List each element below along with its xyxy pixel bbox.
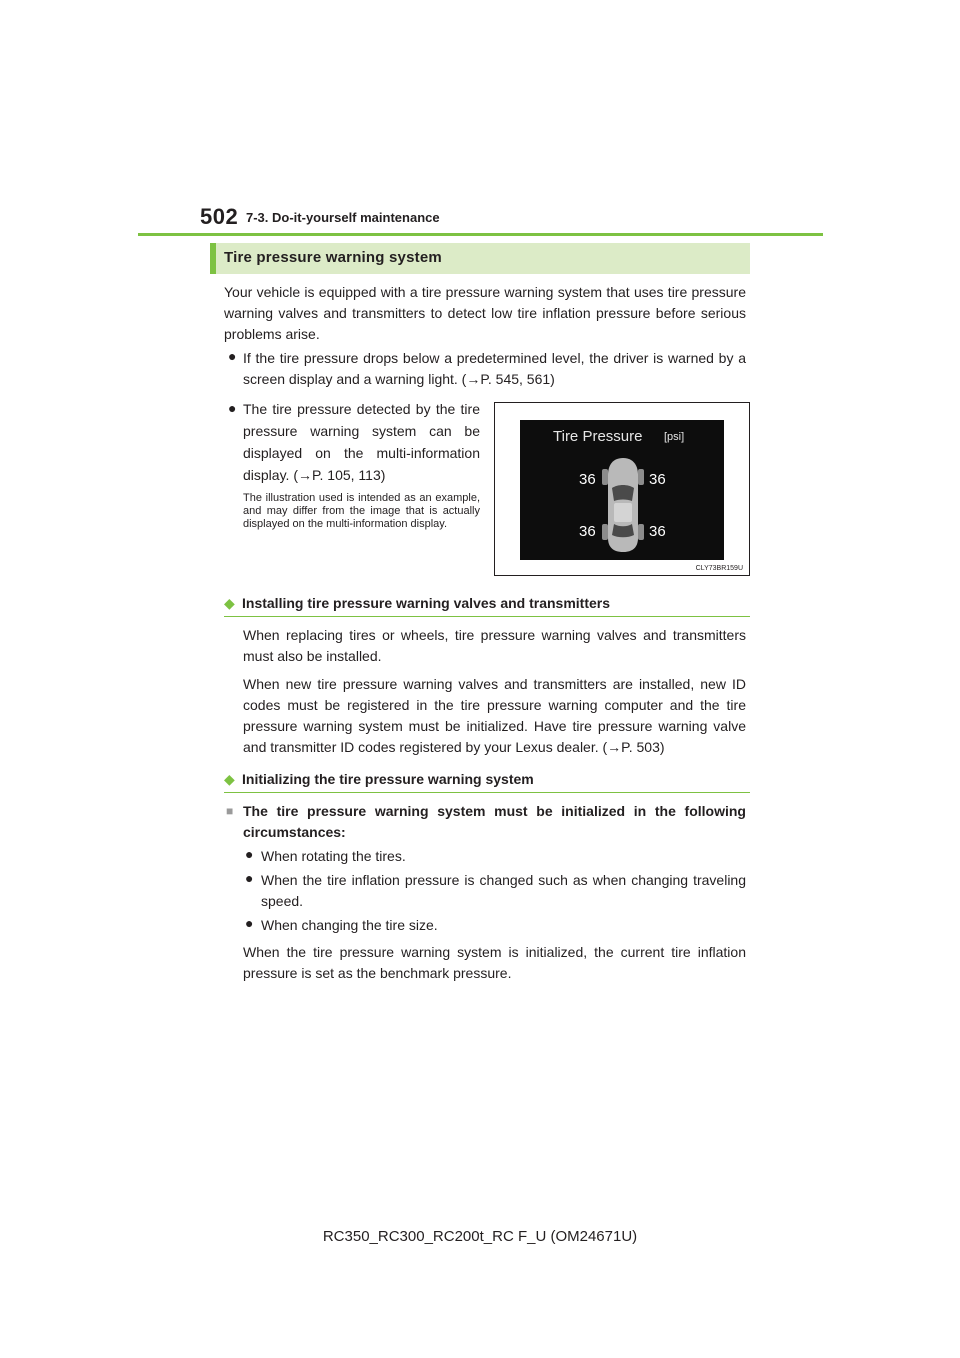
closing-paragraph: When the tire pressure warning system is initialized, the current tire inflation pressure is set as the benchmark pressure. <box>243 944 746 981</box>
heading-accent <box>210 243 216 274</box>
bullet-icon: ● <box>245 846 254 862</box>
page-header <box>0 0 960 240</box>
section-heading <box>210 243 750 274</box>
square-marker-icon: ■ <box>226 804 234 818</box>
figure-code: CLY73BR159U <box>695 565 743 572</box>
bullet-display: The tire pressure detected by the tire pressure warning system can be displayed on the multi-information display. (→P. 105, 113) <box>243 401 480 483</box>
diamond-icon: ◆ <box>224 595 235 611</box>
tire-pressure-figure <box>494 402 750 576</box>
intro-paragraph: Your vehicle is equipped with a tire pressure warning system that uses tire pressure warning valves and transmitters to detect low tire inflation pressure before serious problems arise. <box>224 284 746 342</box>
bullet-icon: ● <box>228 348 237 364</box>
install-paragraph-2: When new tire pressure warning valves and transmitters are installed, new ID codes must be registered in the tire pressure warning computer and the tire pressure warning system must be initialized. Have tire pressure warning valve and transmitter ID codes registered by your Lexus dealer. (→P. 503) <box>243 676 746 755</box>
page-footer: RC350_RC300_RC200t_RC F_U (OM24671U) <box>322 1228 638 1245</box>
front-left-pressure: 36 <box>579 471 596 488</box>
bullet-warning: If the tire pressure drops below a predetermined level, the driver is warned by a screen display and a warning light. (→P. 545, 561) <box>243 350 746 387</box>
section-title: 7-3. Do-it-yourself maintenance <box>246 210 440 225</box>
multi-information-display <box>520 420 724 560</box>
rear-right-pressure: 36 <box>649 523 666 540</box>
diamond-icon: ◆ <box>224 771 235 787</box>
illustration-note: The illustration used is intended as an example, and may differ from the image that is actually displayed on the multi-information display. <box>243 492 480 530</box>
sub-heading-installing <box>224 594 750 617</box>
front-right-pressure: 36 <box>649 471 666 488</box>
car-top-view-icon <box>600 456 646 554</box>
header-rule <box>138 233 823 236</box>
page-number: 502 <box>200 204 239 229</box>
sub-heading-title: Initializing the tire pressure warning system <box>242 771 534 787</box>
section-heading-title: Tire pressure warning system <box>224 249 442 266</box>
bullet-icon: ● <box>228 400 237 416</box>
rear-left-pressure: 36 <box>579 523 596 540</box>
circumstance-item: When changing the tire size. <box>261 917 438 933</box>
circumstance-item: When rotating the tires. <box>261 848 406 864</box>
sub-heading-initializing <box>224 770 750 793</box>
sub-heading-title: Installing tire pressure warning valves and transmitters <box>242 595 611 611</box>
screen-title: Tire Pressure <box>553 428 643 445</box>
bullet-icon: ● <box>245 915 254 931</box>
bullet-icon: ● <box>245 870 254 886</box>
install-paragraph-1: When replacing tires or wheels, tire pressure warning valves and transmitters must also be installed. <box>243 627 746 664</box>
initialize-circumstances-heading: The tire pressure warning system must be initialized in the following circumstances: <box>243 803 746 840</box>
circumstance-item: When the tire inflation pressure is changed such as when changing traveling speed. <box>261 872 746 909</box>
screen-unit: [psi] <box>664 431 685 443</box>
